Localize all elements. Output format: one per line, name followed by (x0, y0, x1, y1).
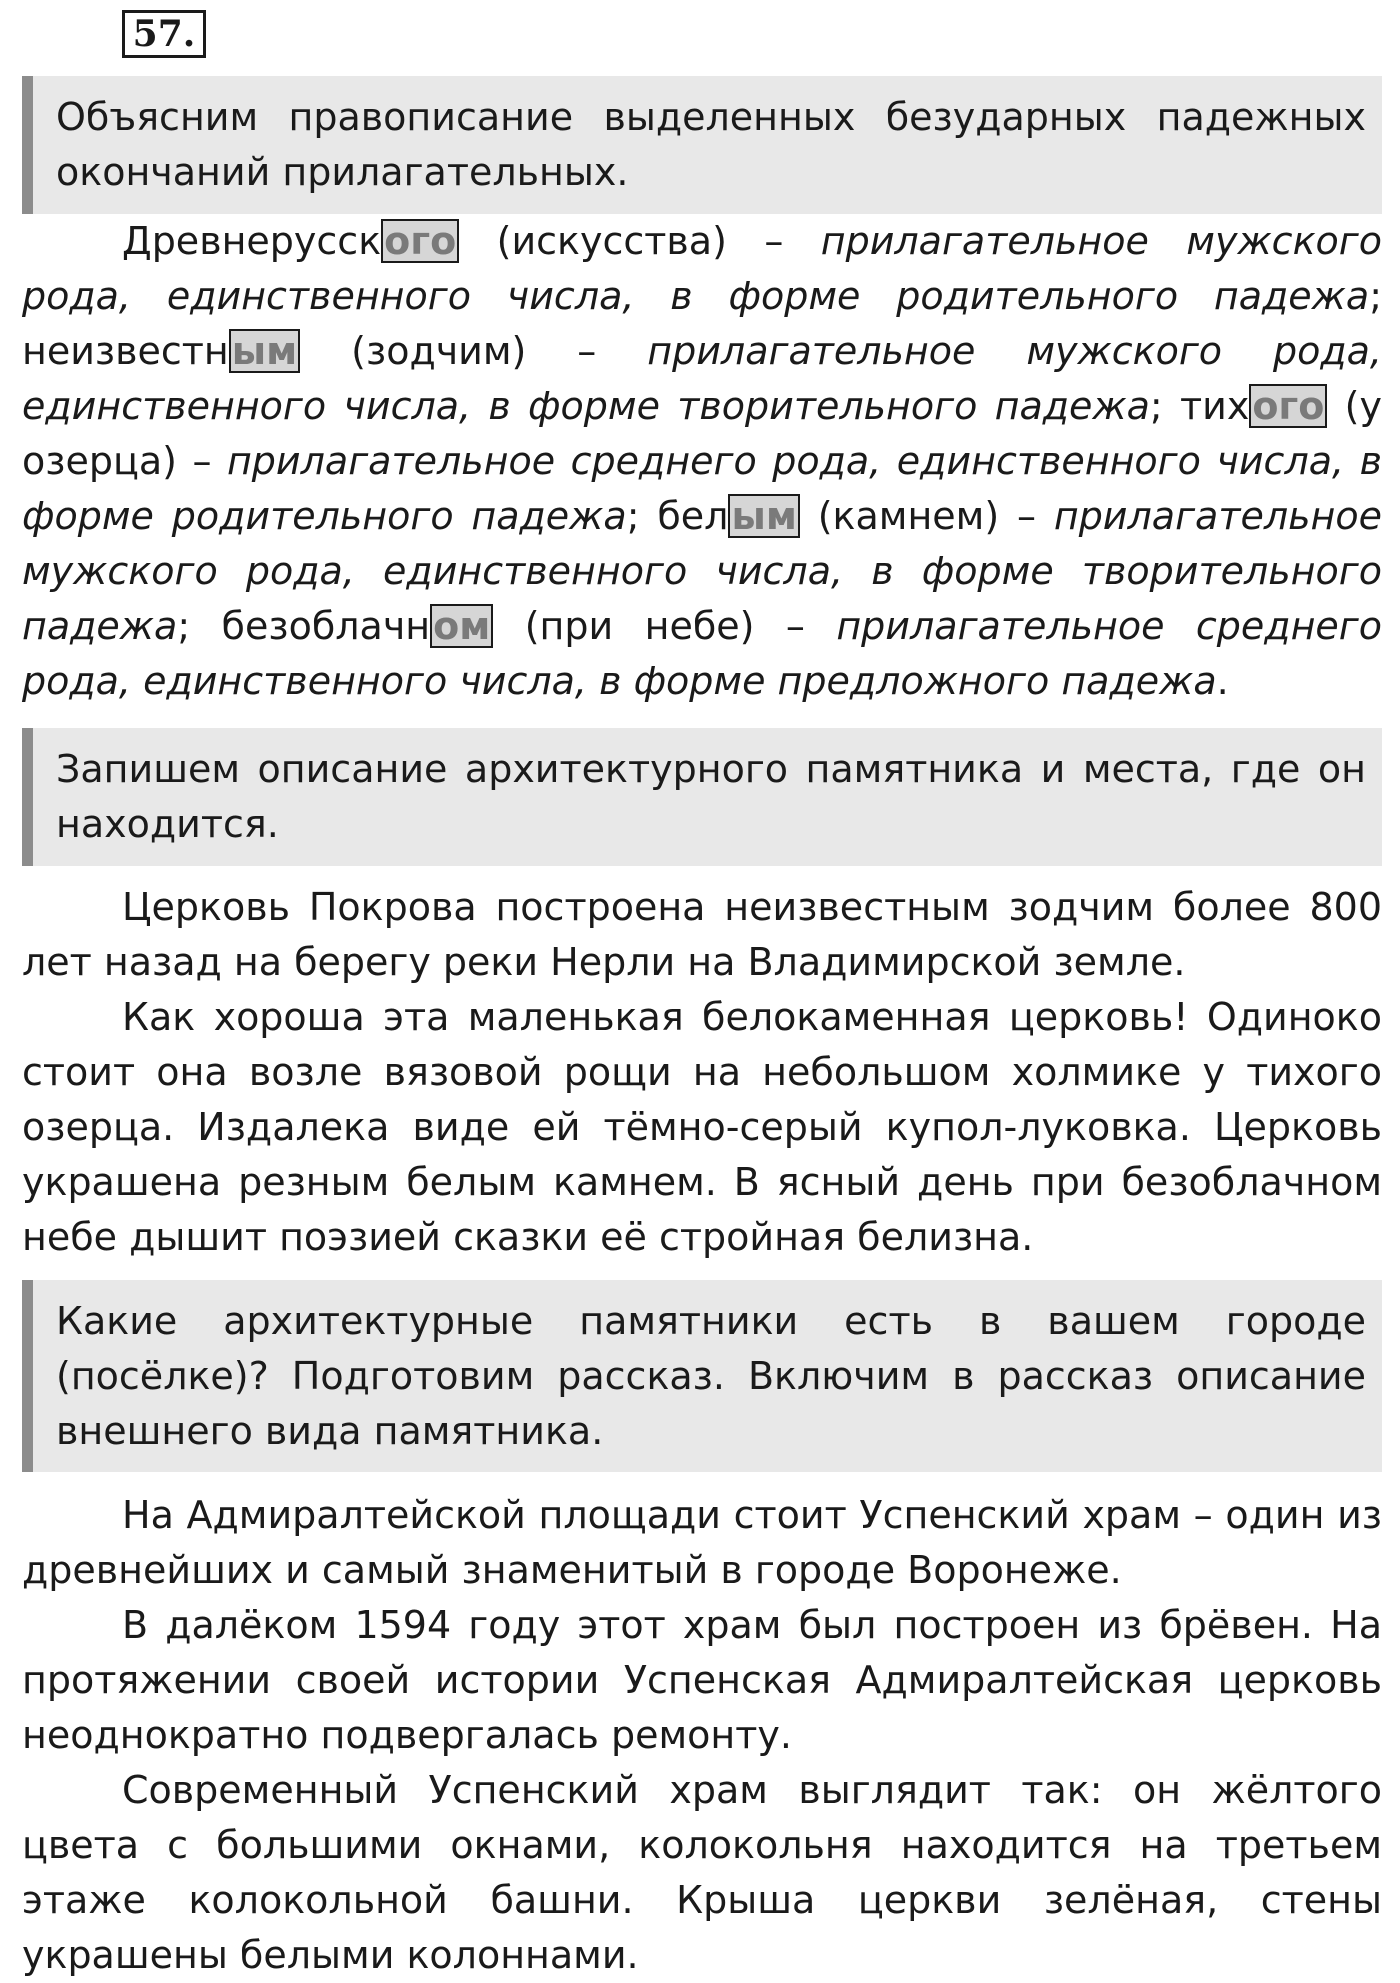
ending-highlight: ым (229, 329, 300, 373)
text-paragraph: На Адмиралтейской площади стоит Успенский храм – один из древнейших и самый знаменитый в городе Воронеже. (22, 1493, 1382, 1592)
text-paragraph: Современный Успенский храм выглядит так: он жёлтого цвета с большими окнами, колокольня находится на третьем этаже колокольной башни. Крыша церкви зелёная, стены украшены белыми колоннами. (22, 1768, 1382, 1977)
analysis-block (22, 214, 1382, 709)
analysis-item: белым (камнем) – прилагательное мужского рода, единственного числа, в форме творительного падежа; (22, 494, 1383, 648)
task-block-3 (22, 1280, 1382, 1472)
grammar-description: прилагательное среднего рода, единственного числа, в форме родительного падежа (22, 439, 1382, 538)
text-paragraph: Церковь Покрова построена неизвестным зодчим более 800 лет назад на берегу реки Нерли на Владимирской земле. (22, 885, 1382, 984)
grammar-description: прилагательное мужского рода, единственного числа, в форме творительного падежа (22, 329, 1382, 428)
task-block-1 (22, 76, 1382, 214)
temple-story (22, 1488, 1382, 1983)
analysis-item: неизвестным (зодчим) – прилагательное мужского рода, единственного числа, в форме творительного падежа; (22, 329, 1382, 428)
ending-highlight: ого (381, 219, 459, 263)
analysis-item: тихого (у озерца) – прилагательное среднего рода, единственного числа, в форме родительного падежа; (22, 384, 1382, 538)
task-block-2 (22, 728, 1382, 866)
text-paragraph: В далёком 1594 году этот храм был построен из брёвен. На протяжении своей истории Успенская Адмиралтейская церковь неоднократно подвергалась ремонту. (22, 1603, 1382, 1757)
ending-highlight: ом (430, 604, 493, 648)
grammar-description: прилагательное среднего рода, единственного числа, в форме предложного падежа (22, 604, 1383, 703)
ending-highlight: ого (1249, 384, 1327, 428)
exercise-number: 57. (122, 10, 206, 58)
grammar-description: прилагательное мужского рода, единственного числа, в форме родительного падежа (22, 219, 1382, 318)
analysis-item: безоблачном (при небе) – прилагательное среднего рода, единственного числа, в форме предложного падежа. (22, 604, 1383, 703)
grammar-description: прилагательное мужского рода, единственного числа, в форме творительного падежа (22, 494, 1383, 648)
church-description (22, 880, 1382, 1265)
task-text-1: Объясним правописание выделенных безударных падежных окончаний прилагательных. (56, 95, 1366, 194)
task-text-2: Запишем описание архитектурного памятника и места, где он находится. (56, 747, 1366, 846)
text-paragraph: Как хороша эта маленькая белокаменная церковь! Одиноко стоит она возле вязовой рощи на небольшом холмике у тихого озерца. Издалека виде ей тёмно-серый купол-луковка. Церковь украшена резным белым камнем. В ясный день при безоблачном небе дышит поэзией сказки её стройная белизна. (22, 995, 1382, 1259)
ending-highlight: ым (728, 494, 799, 538)
task-text-3: Какие архитектурные памятники есть в вашем городе (посёлке)? Подготовим рассказ. Включим в рассказ описание внешнего вида памятника. (56, 1299, 1366, 1453)
analysis-item: Древнерусского (искусства) – прилагательное мужского рода, единственного числа, в форме родительного падежа; (22, 219, 1382, 318)
analysis-paragraph (22, 214, 1382, 709)
